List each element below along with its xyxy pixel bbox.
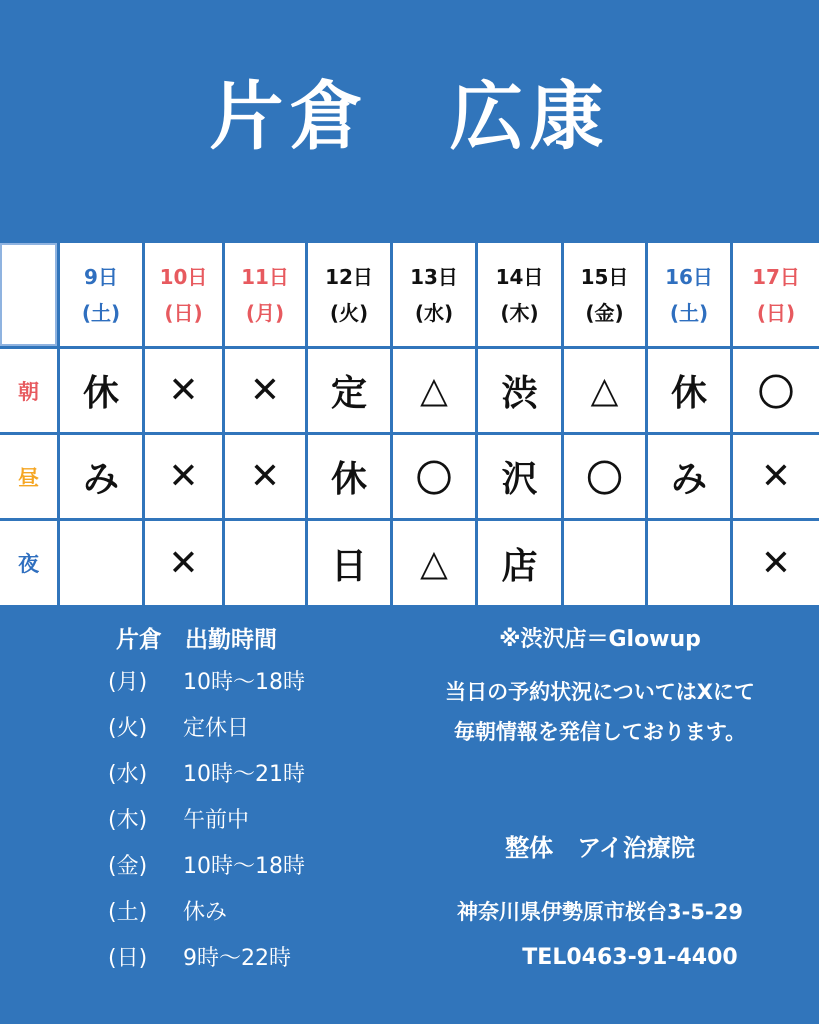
hours-row (108, 890, 408, 936)
day-date: 13日 (410, 264, 458, 289)
day-weekday: (土) (81, 300, 121, 325)
hours-row (108, 752, 408, 798)
day-weekday: (水) (414, 300, 454, 325)
hours-row (108, 936, 408, 982)
schedule-cell: △ (393, 349, 475, 432)
schedule-cell: ✕ (733, 435, 819, 518)
day-date: 16日 (665, 264, 713, 289)
hours-time: 午前中 (183, 808, 250, 833)
hours-row (108, 706, 408, 752)
clinic-address: 神奈川県伊勢原市桜台3-5-29 (457, 900, 743, 924)
day-header (564, 243, 645, 346)
work-hours-heading: 片倉 出勤時間 (116, 627, 277, 653)
hours-day: (水) (108, 762, 148, 787)
hours-day: (金) (108, 854, 148, 879)
schedule-cell (648, 521, 730, 605)
schedule-cell (225, 521, 305, 605)
schedule-cell: 日 (308, 521, 390, 605)
day-weekday: (木) (500, 300, 539, 325)
hours-time: 10時〜18時 (183, 854, 305, 879)
schedule-cell: 渋 (478, 349, 561, 432)
schedule-cell: み (60, 435, 142, 518)
day-weekday: (火) (329, 300, 369, 325)
schedule-cell: み (648, 435, 730, 518)
day-header (478, 243, 561, 346)
hours-time: 9時〜22時 (183, 946, 291, 971)
schedule-cell: △ (393, 521, 475, 605)
shibusawa-note: ※渋沢店＝Glowup (499, 627, 701, 652)
day-weekday: (日) (756, 300, 796, 325)
schedule-cell: 〇 (564, 435, 645, 518)
day-date: 12日 (325, 264, 373, 289)
day-weekday: (金) (585, 300, 624, 325)
day-date: 10日 (159, 264, 208, 289)
clinic-name: 整体 アイ治療院 (505, 834, 695, 862)
day-date: 15日 (580, 264, 629, 289)
hours-row (108, 660, 408, 706)
clinic-phone: TEL0463-91-4400 (522, 945, 738, 970)
day-date: 9日 (84, 264, 118, 289)
day-header (308, 243, 390, 346)
schedule-cell: ✕ (145, 435, 222, 518)
hours-time: 10時〜18時 (183, 670, 305, 695)
row-label: 朝 (0, 349, 57, 432)
day-header (60, 243, 142, 346)
schedule-cell: ✕ (145, 521, 222, 605)
schedule-cell (60, 521, 142, 605)
schedule-table (0, 243, 819, 605)
schedule-cell: 沢 (478, 435, 561, 518)
hours-day: (木) (108, 808, 148, 833)
hours-time: 10時〜21時 (183, 762, 305, 787)
row-label: 夜 (0, 521, 57, 605)
schedule-cell: 〇 (393, 435, 475, 518)
hours-day: (月) (108, 670, 148, 695)
table-corner (0, 243, 57, 346)
schedule-cell: 店 (478, 521, 561, 605)
hours-row (108, 844, 408, 890)
day-weekday: (土) (669, 300, 709, 325)
notice-line-2: 毎朝情報を発信しております。 (453, 720, 747, 744)
hours-day: (土) (108, 900, 148, 925)
schedule-cell: ✕ (225, 435, 305, 518)
schedule-cell: 定 (308, 349, 390, 432)
day-weekday: (月) (245, 300, 285, 325)
notice-line-1: 当日の予約状況についてはXにて (445, 680, 755, 704)
day-date: 17日 (752, 264, 800, 289)
day-date: 14日 (495, 264, 544, 289)
hours-day: (日) (108, 946, 148, 971)
hours-time: 休み (183, 900, 228, 925)
page-title: 片倉 広康 (209, 74, 610, 160)
day-header (145, 243, 222, 346)
schedule-cell: ✕ (145, 349, 222, 432)
schedule-cell: △ (564, 349, 645, 432)
day-weekday: (日) (164, 300, 203, 325)
day-header (225, 243, 305, 346)
day-header (393, 243, 475, 346)
schedule-cell: 休 (308, 435, 390, 518)
schedule-cell (564, 521, 645, 605)
schedule-cell: 休 (648, 349, 730, 432)
row-label: 昼 (0, 435, 57, 518)
hours-time: 定休日 (183, 716, 250, 741)
work-hours (108, 620, 408, 982)
schedule-cell: 〇 (733, 349, 819, 432)
day-date: 11日 (241, 264, 289, 289)
schedule-cell: 休 (60, 349, 142, 432)
day-header (733, 243, 819, 346)
schedule-cell: ✕ (225, 349, 305, 432)
hours-row (108, 798, 408, 844)
day-header (648, 243, 730, 346)
hours-day: (火) (108, 716, 148, 741)
schedule-cell: ✕ (733, 521, 819, 605)
